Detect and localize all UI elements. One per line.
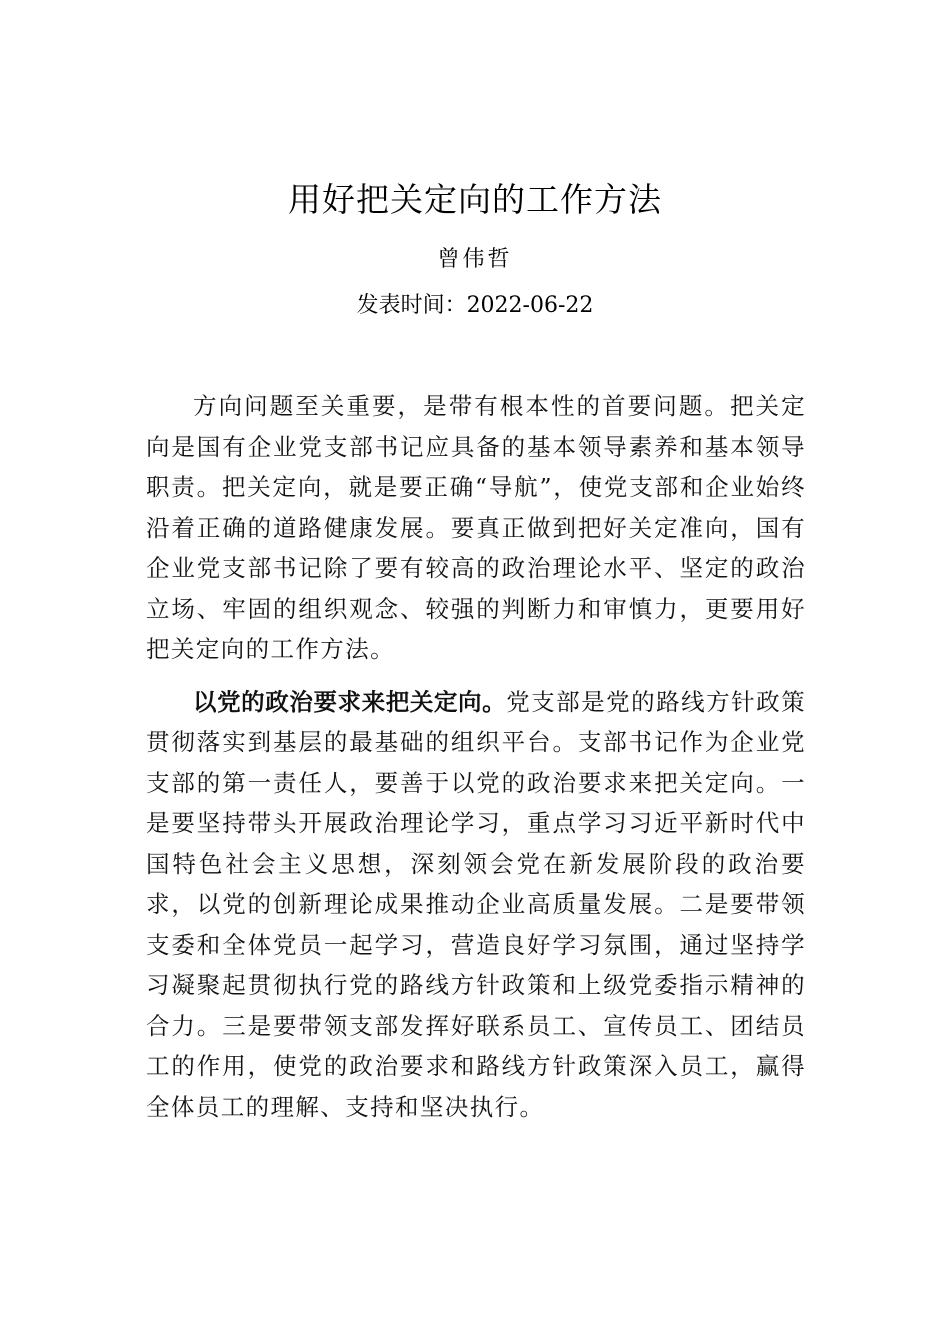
paragraph-lead-heading: 以党的政治要求来把关定向。 bbox=[193, 687, 507, 716]
paragraph-intro bbox=[146, 386, 806, 670]
article-author: 曾伟哲 bbox=[437, 247, 513, 272]
paragraph-text: 方向问题至关重要，是带有根本性的首要问题。把关定向是国有企业党支部书记应具备的基本领导素养和基本领导职责。把关定向，就是要正确“导航”，使党支部和企业始终沿着正确的道路健康发展。要真正做到把好关定准向，国有企业党支部书记除了要有较高的政治理论水平、坚定的政治立场、牢固的组织观念、较强的判断力和审慎力，更要用好把关定向的工作方法。 bbox=[146, 392, 806, 663]
paragraph-text: 党支部是党的路线方针政策贯彻落实到基层的最基础的组织平台。支部书记作为企业党支部的第一责任人，要善于以党的政治要求来把关定向。一是要坚持带头开展政治理论学习，重点学习习近平新时代中国特色社会主义思想，深刻领会党在新发展阶段的政治要求，以党的创新理论成果推动企业高质量发展。二是要带领支委和全体党员一起学习，营造良好学习氛围，通过坚持学习凝聚起贯彻执行党的路线方针政策和上级党委指示精神的合力。三是要带领支部发挥好联系员工、宣传员工、团结员工的作用，使党的政治要求和路线方针政策深入员工，赢得全体员工的理解、支持和坚决执行。 bbox=[146, 687, 806, 1121]
publish-date: 发表时间：2022-06-22 bbox=[356, 293, 594, 318]
paragraph-political-requirements bbox=[146, 682, 806, 1128]
article-body bbox=[146, 386, 806, 1139]
article-title: 用好把关定向的工作方法 bbox=[288, 180, 662, 219]
